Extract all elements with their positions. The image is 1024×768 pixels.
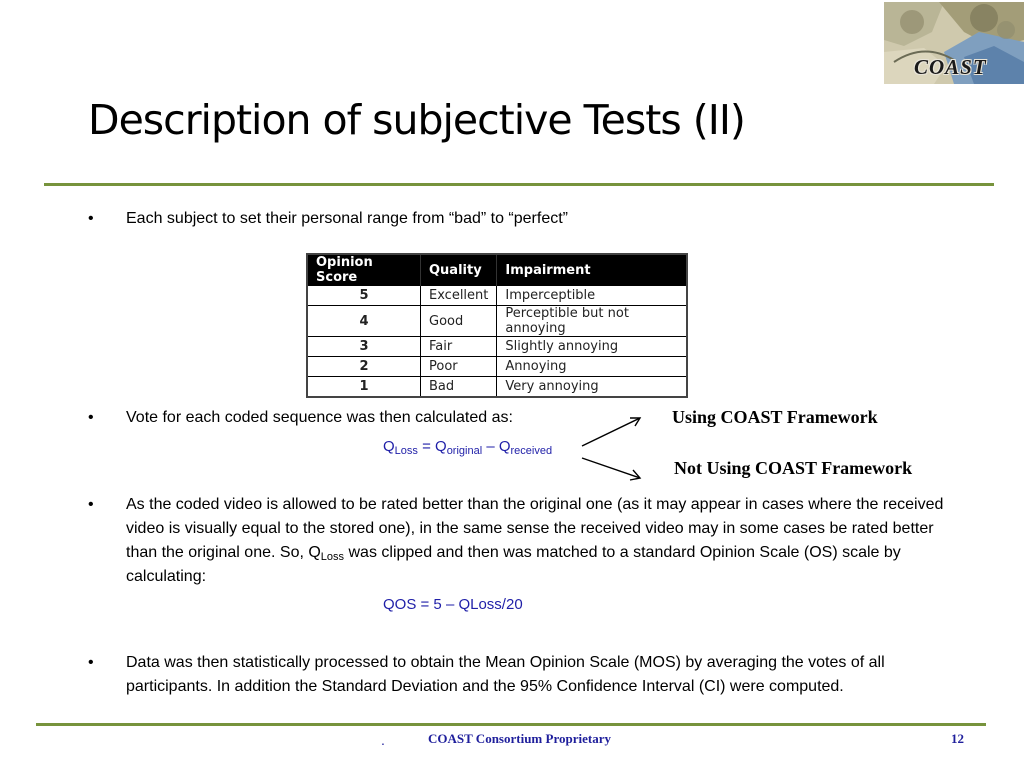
formula-qos: QOS = 5 – QLoss/20	[383, 596, 523, 613]
slide-title: Description of subjective Tests (II)	[88, 96, 745, 144]
table-row	[307, 377, 687, 398]
table-cell-impairment: Slightly annoying	[497, 337, 687, 357]
header-impairment: Impairment	[497, 254, 687, 286]
bullet-text-part2: was clipped and then was matched to a standard Opinion Scale (OS) scale by calculating:	[126, 544, 901, 585]
table-row	[307, 337, 687, 357]
table-header-row	[307, 254, 687, 286]
table-cell-score: 4	[307, 306, 421, 337]
footer-divider	[36, 723, 986, 726]
bullet-text: Each subject to set their personal range from “bad” to “perfect”	[126, 210, 568, 227]
page-number: 12	[951, 731, 964, 746]
table-cell-quality: Excellent	[421, 286, 497, 306]
table-cell-quality: Bad	[421, 377, 497, 398]
bullet-marker: •	[88, 409, 94, 426]
logo-text: COAST	[914, 55, 987, 79]
bullet-text-part1: As the coded video is allowed to be rated better than the original one (as it may appear in cases where the received video is visually equal to the stored one), in the same sense the received video may in some cases be rated better than the original one. So, Q	[126, 496, 944, 561]
table-cell-score: 5	[307, 286, 421, 306]
formula-q: Q	[383, 438, 395, 455]
bullet-clipping	[88, 493, 968, 589]
formula-sub-original: original	[446, 445, 483, 457]
bullet-text: Vote for each coded sequence was then calculated as:	[126, 409, 513, 426]
table-cell-impairment: Annoying	[497, 357, 687, 377]
table-cell-score: 2	[307, 357, 421, 377]
formula-eq: = Q	[417, 438, 447, 455]
table-row	[307, 306, 687, 337]
bullet-marker: •	[88, 654, 94, 671]
opinion-score-table	[306, 253, 688, 398]
footer-text: COAST Consortium Proprietary	[428, 731, 611, 746]
table-cell-quality: Poor	[421, 357, 497, 377]
header-opinion-score: Opinion Score	[307, 254, 421, 286]
label-not-using-coast: Not Using COAST Framework	[674, 458, 913, 478]
title-divider	[44, 183, 994, 186]
arrow-down-line	[582, 458, 640, 478]
bullet-text	[126, 493, 968, 589]
formula-sub-received: received	[510, 445, 553, 457]
table-cell-score: 1	[307, 377, 421, 398]
bullet-personal-range	[88, 207, 968, 231]
arrow-up-line	[582, 418, 640, 446]
bullet-vote-calculation	[88, 406, 568, 430]
table-cell-quality: Good	[421, 306, 497, 337]
bullet-marker: •	[88, 210, 94, 227]
table-cell-quality: Fair	[421, 337, 497, 357]
table-cell-impairment: Perceptible but not annoying	[497, 306, 687, 337]
bullet-text-sub-loss: Loss	[320, 551, 345, 563]
header-quality: Quality	[421, 254, 497, 286]
table-row	[307, 357, 687, 377]
footer-dot: .	[381, 732, 385, 748]
table-cell-impairment: Imperceptible	[497, 286, 687, 306]
bullet-marker: •	[88, 496, 94, 513]
formula-sub-loss: Loss	[394, 445, 418, 457]
branch-arrows	[570, 410, 660, 490]
coast-logo	[884, 2, 1024, 84]
table-row	[307, 286, 687, 306]
formula-minus: – Q	[482, 438, 511, 455]
table-cell-score: 3	[307, 337, 421, 357]
bullet-statistics	[88, 651, 968, 699]
bullet-text: Data was then statistically processed to obtain the Mean Opinion Scale (MOS) by averaging the votes of all participants. In addition the Standard Deviation and the 95% Confidence Interval (CI) were computed.	[126, 654, 885, 695]
table-cell-impairment: Very annoying	[497, 377, 687, 398]
formula-qloss	[383, 438, 552, 455]
label-using-coast: Using COAST Framework	[672, 407, 878, 427]
